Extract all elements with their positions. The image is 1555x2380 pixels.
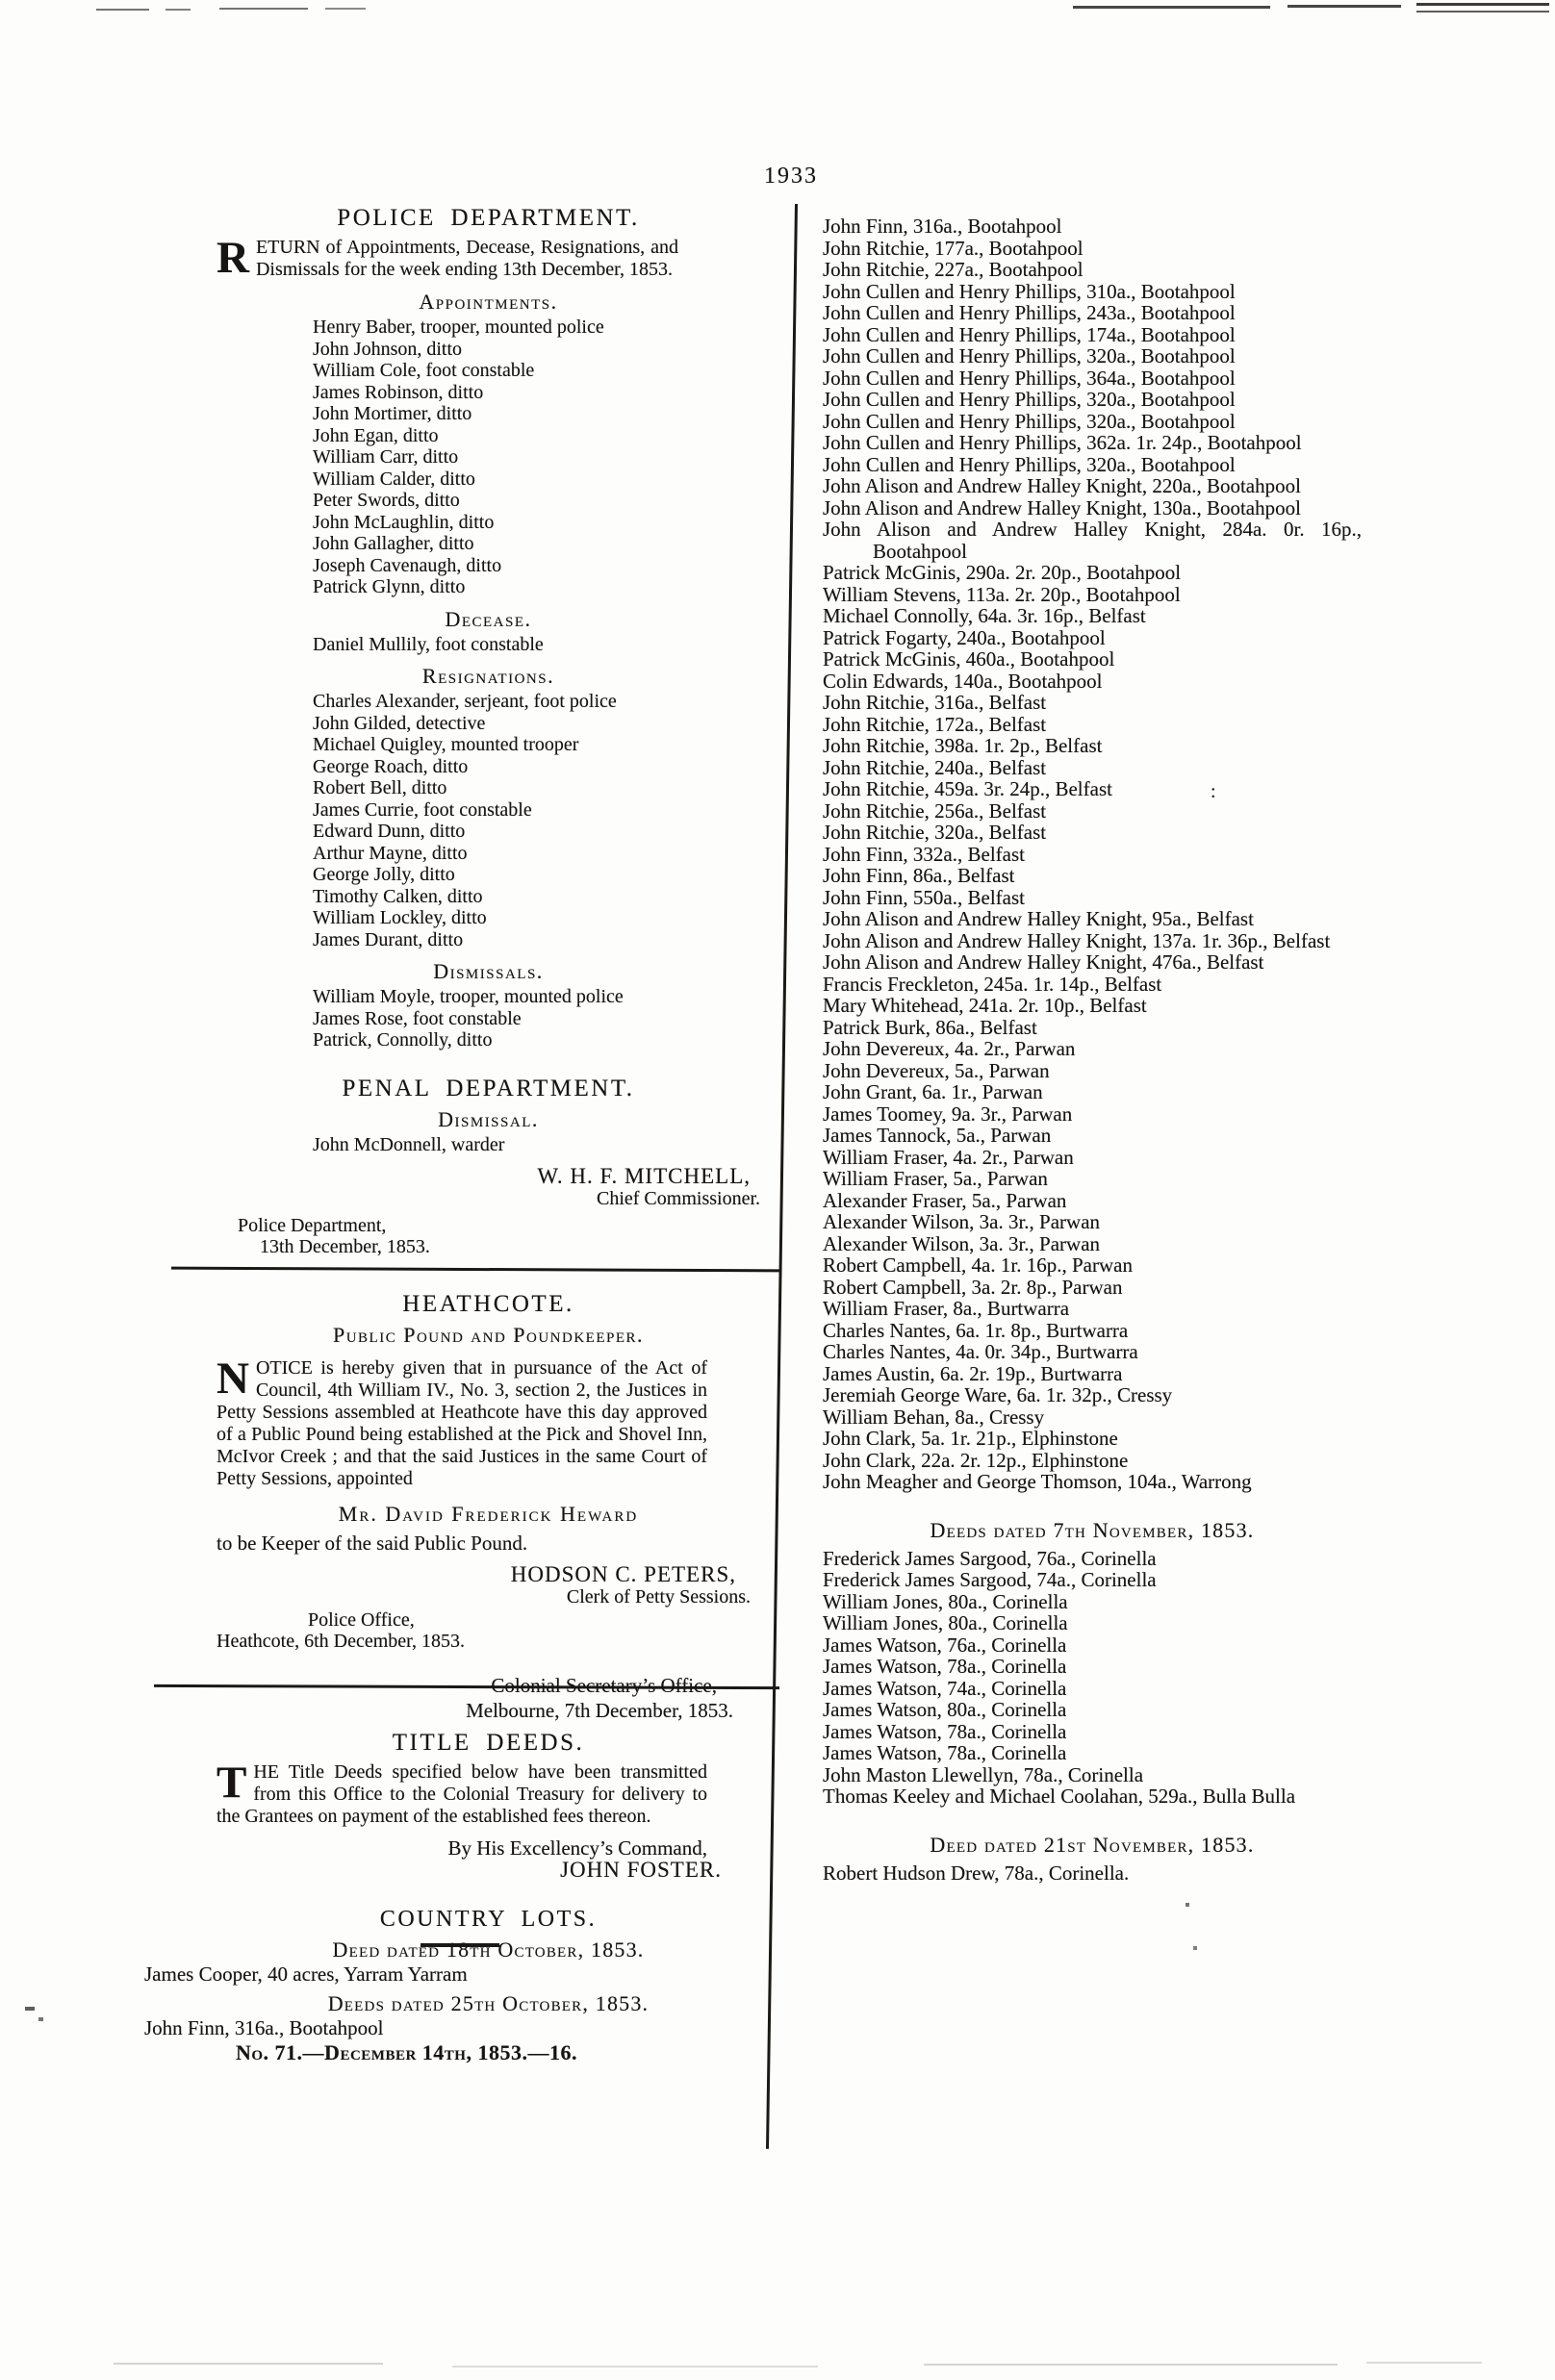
dateline-date: Heathcote, 6th December, 1853. (217, 1631, 465, 1652)
list-item: Patrick McGinis, 290a. 2r. 20p., Bootahpool (823, 561, 1182, 584)
list-item: Joseph Cavenaugh, ditto (313, 554, 502, 576)
list-item: William Jones, 80a., Corinella (823, 1611, 1068, 1634)
list-item: John Cullen and Henry Phillips, 320a., Bootahpool (823, 388, 1236, 411)
list-item: William Fraser, 8a., Burtwarra (823, 1297, 1070, 1320)
list-item: Michael Connolly, 64a. 3r. 16p., Belfast (823, 604, 1146, 627)
list-item: John Alison and Andrew Halley Knight, 137a. 1r. 36p., Belfast (823, 928, 1331, 952)
deed-groups (823, 1518, 1362, 1885)
list-item: James Durant, ditto (313, 928, 464, 950)
list-item: William Carr, ditto (313, 446, 459, 468)
dropcap-letter: N (217, 1354, 249, 1404)
deed-group (144, 1937, 760, 1986)
list-item: James Currie, foot constable (313, 798, 532, 821)
list-item: Patrick, Connolly, ditto (313, 1029, 493, 1051)
deed-group-heading: Deeds dated 25th October, 1853. (327, 1990, 650, 2015)
list-item: John Gilded, detective (313, 712, 486, 734)
stray-colon-mark: : (1211, 781, 1216, 802)
list-item: George Roach, ditto (313, 755, 469, 777)
command-line: By His Excellency’s Command, (447, 1836, 707, 1860)
country-lots-section (144, 1907, 760, 2065)
list-item: William Fraser, 5a., Parwan (823, 1167, 1048, 1190)
list-item: Robert Campbell, 3a. 2r. 8p., Parwan (823, 1275, 1123, 1299)
office-date-line: Melbourne, 7th December, 1853. (466, 1699, 733, 1722)
scan-artifact (38, 2017, 43, 2021)
list-item: John Gallagher, ditto (313, 533, 474, 554)
police-subsection (217, 607, 760, 656)
list-item: James Rose, foot constable (313, 1007, 522, 1029)
list-item: John Cullen and Henry Phillips, 320a., Bootahpool (823, 344, 1236, 367)
scan-artifact (1193, 1946, 1197, 1950)
list-item: Peter Swords, ditto (313, 490, 460, 511)
signature-name: HODSON C. PETERS, (510, 1562, 736, 1586)
police-return-paragraph (217, 233, 678, 283)
list-item: John Ritchie, 398a. 1r. 2p., Belfast (823, 734, 1103, 757)
list-item: Patrick McGinis, 460a., Bootahpool (823, 647, 1115, 671)
list-item: John Finn, 86a., Belfast (823, 864, 1015, 887)
list-item: John Cullen and Henry Phillips, 362a. 1r. 24p., Bootahpool (823, 431, 1302, 454)
police-subsection (217, 664, 760, 950)
issue-footer-line: No. 71.—December 14th, 1853.—16. (236, 2040, 577, 2064)
scan-artifact (325, 8, 366, 10)
left-column (144, 205, 760, 2065)
scan-artifact (1416, 11, 1549, 13)
list-item: John Ritchie, 177a., Bootahpool (823, 236, 1083, 260)
penal-dismissal-heading: Dismissal. (438, 1106, 539, 1131)
list-item: Patrick Burk, 86a., Belfast (823, 1015, 1037, 1039)
list-item: James Watson, 78a., Corinella (823, 1719, 1067, 1743)
list-item: John Cullen and Henry Phillips, 243a., Bootahpool (823, 301, 1236, 324)
deed-entry-list (823, 1862, 1362, 1885)
list-item: John Meagher and George Thomson, 104a., Warrong (823, 1470, 1252, 1493)
scan-artifact (1366, 2362, 1482, 2364)
list-item: John Grant, 6a. 1r., Parwan (823, 1080, 1043, 1103)
list-item: Alexander Wilson, 3a. 3r., Parwan (823, 1210, 1101, 1233)
country-lots-title: COUNTRY LOTS. (379, 1907, 598, 1932)
signature-name: W. H. F. MITCHELL, (537, 1164, 751, 1188)
list-item: John Alison and Andrew Halley Knight, 284a. 0r. 16p., Bootahpool (823, 518, 1362, 563)
list-item: William Stevens, 113a. 2r. 20p., Bootahpool (823, 582, 1181, 606)
list-item: John Clark, 22a. 2r. 12p., Elphinstone (823, 1448, 1129, 1472)
column-divider (766, 204, 798, 2149)
list-item: Alexander Fraser, 5a., Parwan (823, 1188, 1067, 1212)
list-item: John Ritchie, 316a., Belfast (823, 691, 1047, 714)
list-item: John Alison and Andrew Halley Knight, 220a., Bootahpool (823, 474, 1301, 497)
list-item: Colin Edwards, 140a., Bootahpool (823, 669, 1103, 693)
heathcote-notice-paragraph (217, 1354, 707, 1490)
list-item: James Watson, 78a., Corinella (823, 1741, 1067, 1764)
scan-artifact (25, 2007, 35, 2011)
list-item: James Watson, 78a., Corinella (823, 1655, 1067, 1678)
police-subsections (217, 290, 760, 1051)
deed-entry-list (144, 2017, 760, 2039)
list-item: John Clark, 5a. 1r. 21p., Elphinstone (823, 1427, 1118, 1450)
deed-group (823, 1833, 1362, 1885)
list-item: William Cole, foot constable (313, 360, 535, 381)
office-line: Colonial Secretary’s Office, (491, 1674, 717, 1697)
police-return-text: ETURN of Appointments, Decease, Resignations, and Dismissals for the week ending 13th December, 1853. (255, 237, 678, 280)
list-item: John Ritchie, 240a., Belfast (823, 755, 1047, 779)
list-item: John Alison and Andrew Halley Knight, 130a., Bootahpool (823, 495, 1301, 519)
list-item: John Ritchie, 227a., Bootahpool (823, 258, 1083, 281)
list-item: John Cullen and Henry Phillips, 364a., Bootahpool (823, 366, 1236, 390)
signature-name: JOHN FOSTER. (560, 1858, 722, 1882)
scan-artifact (1185, 1903, 1189, 1907)
list-item: John Maston Llewellyn, 78a., Corinella (823, 1762, 1144, 1786)
name-list (217, 986, 760, 1051)
penal-department-title: PENAL DEPARTMENT. (342, 1075, 635, 1101)
list-item: James Watson, 74a., Corinella (823, 1676, 1067, 1700)
title-deeds-paragraph (217, 1758, 707, 1828)
list-item: John Alison and Andrew Halley Knight, 476a., Belfast (823, 950, 1264, 974)
list-item: John Cullen and Henry Phillips, 320a., Bootahpool (823, 452, 1236, 476)
dateline (217, 1609, 760, 1652)
heathcote-notice-text: OTICE is hereby given that in pursuance of the Act of Council, 4th William IV., No. 3, section 2, the Justices in Petty Sessions assembled at Heathcote have this day approved of a Public Pound being established at the Pick and Shovel Inn, McIvor Creek ; and that the said Justices in the same Court of Petty Sessions, appointed (217, 1357, 707, 1489)
name-list (217, 691, 760, 950)
list-item: John Ritchie, 320a., Belfast (823, 821, 1047, 844)
list-item: James Cooper, 40 acres, Yarram Yarram (144, 1962, 468, 1986)
list-item: Edward Dunn, ditto (313, 821, 466, 842)
list-item: Timothy Calken, ditto (313, 885, 483, 907)
list-item: John Mortimer, ditto (313, 403, 472, 424)
scan-artifact (166, 9, 191, 11)
title-deeds-title: TITLE DEEDS. (392, 1730, 585, 1756)
list-item: John Cullen and Henry Phillips, 174a., Bootahpool (823, 322, 1236, 346)
pound-subheading: Public Pound and Poundkeeper. (332, 1323, 645, 1347)
country-lots-groups (144, 1937, 760, 2039)
scan-artifact (1287, 5, 1401, 8)
list-item: Jeremiah George Ware, 6a. 1r. 32p., Cressy (823, 1383, 1173, 1406)
list-item: John McDonnell, warder (313, 1133, 505, 1155)
dateline (217, 1215, 760, 1257)
list-item: William Fraser, 4a. 2r., Parwan (823, 1145, 1074, 1169)
office-dateline (217, 1673, 760, 1723)
name-list (217, 1134, 760, 1156)
deed-group-heading: Deed dated 21st November, 1853. (930, 1832, 1255, 1857)
list-item: Francis Freckleton, 245a. 1r. 14p., Belfast (823, 972, 1162, 996)
list-item: John Cullen and Henry Phillips, 320a., Bootahpool (823, 409, 1236, 433)
scan-artifact (1416, 3, 1549, 6)
scan-artifact (452, 2366, 818, 2367)
dropcap-letter: T (217, 1758, 247, 1808)
right-column (823, 215, 1362, 1884)
police-department-section (217, 206, 760, 1051)
list-item: John Egan, ditto (313, 424, 439, 446)
list-item: Robert Hudson Drew, 78a., Corinella. (823, 1861, 1130, 1885)
list-item: John Devereux, 4a. 2r., Parwan (823, 1037, 1076, 1060)
name-list (217, 634, 760, 656)
scan-artifact (114, 2363, 383, 2365)
scan-artifact (1073, 6, 1270, 9)
subsection-heading: Resignations. (421, 664, 555, 688)
deed-group-heading: Deed dated 18th October, 1853. (332, 1937, 645, 1962)
dateline-office: Police Department, (238, 1215, 387, 1236)
list-item: John Finn, 316a., Bootahpool (144, 2015, 384, 2039)
list-item: John Finn, 316a., Bootahpool (823, 215, 1062, 238)
name-list (217, 316, 760, 598)
list-item: John Ritchie, 459a. 3r. 24p., Belfast (823, 777, 1112, 800)
penal-department-section (217, 1076, 760, 1258)
list-item: James Robinson, ditto (313, 381, 484, 403)
page-number: 1933 (764, 164, 818, 189)
police-subsection (217, 290, 760, 598)
deed-entry-list-continued (823, 215, 1362, 1493)
list-item: Arthur Mayne, ditto (313, 842, 468, 864)
list-item: Alexander Wilson, 3a. 3r., Parwan (823, 1231, 1101, 1255)
signature-title: Clerk of Petty Sessions. (566, 1586, 751, 1608)
title-deeds-section (217, 1673, 760, 1882)
list-item: John Alison and Andrew Halley Knight, 95a., Belfast (823, 907, 1254, 930)
poundkeeper-name: Mr. David Frederick Heward (338, 1502, 639, 1526)
deed-group-heading: Deeds dated 7th November, 1853. (930, 1517, 1255, 1542)
list-item: George Jolly, ditto (313, 864, 455, 885)
list-item: Michael Quigley, mounted trooper (313, 734, 579, 755)
list-item: Charles Nantes, 6a. 1r. 8p., Burtwarra (823, 1318, 1129, 1342)
subsection-heading: Appointments. (419, 290, 558, 314)
deed-group (823, 1518, 1362, 1808)
list-item: Charles Nantes, 4a. 0r. 34p., Burtwarra (823, 1340, 1138, 1363)
heathcote-section (217, 1292, 760, 1652)
list-item: John Devereux, 5a., Parwan (823, 1058, 1050, 1082)
scan-artifact (924, 2364, 1338, 2366)
list-item: James Watson, 76a., Corinella (823, 1633, 1067, 1657)
list-item: Mary Whitehead, 241a. 2r. 10p., Belfast (823, 994, 1147, 1017)
list-item: Frederick James Sargood, 76a., Corinella (823, 1546, 1157, 1570)
list-item: John Ritchie, 256a., Belfast (823, 798, 1047, 823)
list-item: John Finn, 550a., Belfast (823, 885, 1025, 909)
list-item: William Jones, 80a., Corinella (823, 1589, 1068, 1613)
list-item: John Cullen and Henry Phillips, 310a., Bootahpool (823, 279, 1236, 303)
dateline-office: Police Office, (308, 1609, 415, 1631)
list-item: William Calder, ditto (313, 468, 475, 490)
signature-title: Chief Commissioner. (597, 1188, 760, 1209)
subsection-heading: Decease. (445, 606, 532, 631)
list-item: Thomas Keeley and Michael Coolahan, 529a., Bulla Bulla (823, 1785, 1296, 1808)
list-item: Robert Bell, ditto (313, 777, 447, 798)
dateline-date: 13th December, 1853. (260, 1236, 430, 1257)
list-item: Henry Baber, trooper, mounted police (313, 316, 604, 338)
scan-artifact (219, 8, 308, 10)
list-item: John McLaughlin, ditto (313, 511, 495, 533)
subsection-heading: Dismissals. (433, 959, 544, 983)
list-item: Robert Campbell, 4a. 1r. 16p., Parwan (823, 1253, 1133, 1277)
scan-artifact (96, 9, 149, 11)
list-item: James Watson, 80a., Corinella (823, 1698, 1067, 1721)
notice-closing-line: to be Keeper of the said Public Pound. (217, 1532, 528, 1555)
list-item: Charles Alexander, serjeant, foot police (313, 691, 617, 712)
list-item: James Toomey, 9a. 3r., Parwan (823, 1101, 1073, 1126)
list-item: John Finn, 332a., Belfast (823, 842, 1025, 866)
title-deeds-text: HE Title Deeds specified below have been transmitted from this Office to the Colonial Treasury for delivery to the Grantees on payment of the established fees thereon. (217, 1761, 707, 1827)
list-item: James Austin, 6a. 2r. 19p., Burtwarra (823, 1361, 1123, 1385)
police-department-title: POLICE DEPARTMENT. (337, 205, 640, 231)
list-item: William Lockley, ditto (313, 907, 487, 928)
heathcote-title: HEATHCOTE. (402, 1291, 574, 1317)
list-item: Patrick Glynn, ditto (313, 576, 466, 597)
list-item: Frederick James Sargood, 74a., Corinella (823, 1568, 1157, 1591)
dropcap-letter: R (217, 233, 249, 283)
deed-entry-list (823, 1548, 1362, 1808)
list-item: Patrick Fogarty, 240a., Bootahpool (823, 625, 1106, 649)
deed-group (144, 1990, 760, 2039)
list-item: William Moyle, trooper, mounted police (313, 986, 624, 1007)
list-item: William Behan, 8a., Cressy (823, 1405, 1045, 1429)
deed-entry-list (144, 1963, 760, 1986)
list-item: John Ritchie, 172a., Belfast (823, 712, 1047, 736)
list-item: Daniel Mullily, foot constable (313, 633, 544, 655)
list-item: John Johnson, ditto (313, 338, 463, 360)
list-item: James Tannock, 5a., Parwan (823, 1124, 1052, 1147)
police-subsection (217, 959, 760, 1051)
